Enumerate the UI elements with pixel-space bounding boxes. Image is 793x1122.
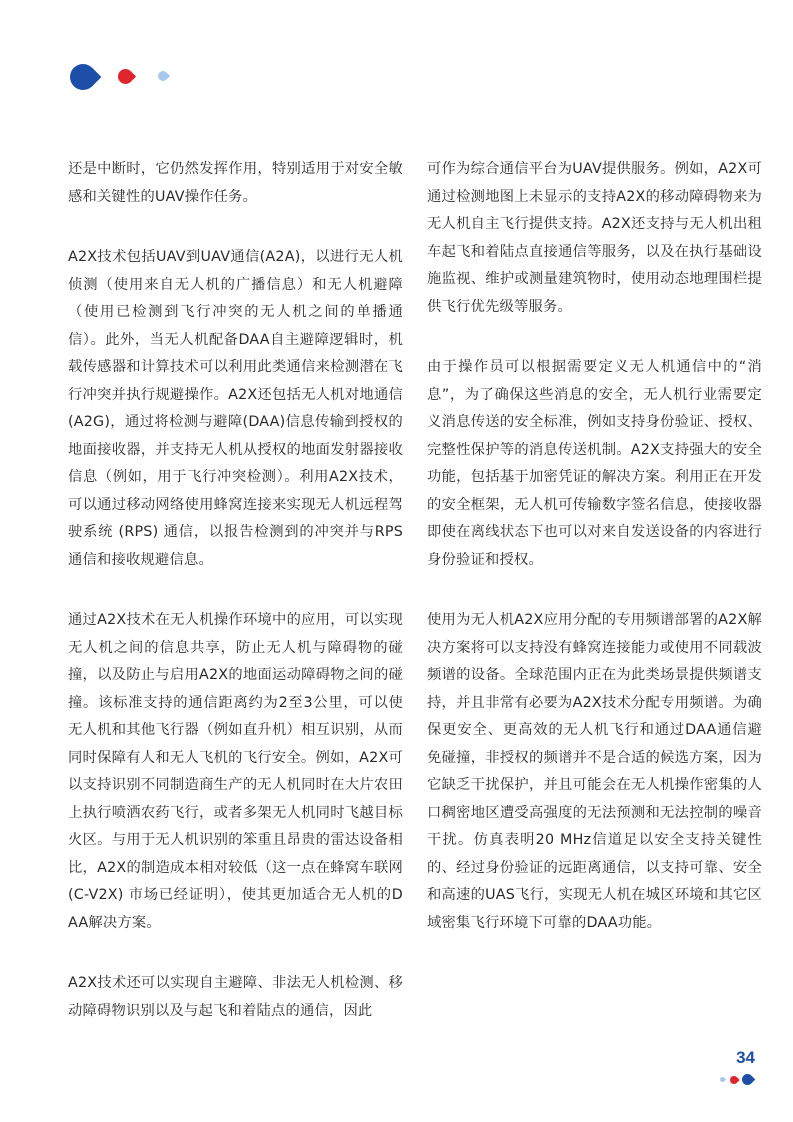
small-light-blue-drop-icon bbox=[719, 1076, 726, 1083]
paragraph: 通过A2X技术在无人机操作环境中的应用，可以实现无人机之间的信息共享，防止无人机与障碍物的碰撞，以及防止与启用A2X的地面运动障碍物之间的碰撞。该标准支持的通信距离约为2至3公里，可以使无人机和其他飞行器（例如直升机）相互识别，从而同时保障有人和无人飞机的飞行安全。例如，A2X可以支持识别不同制造商生产的无人机同时在大片农田上执行喷洒农药飞行，或者多架无人机同时飞越目标火区。与用于无人机识别的笨重且昂贵的雷达设备相比，A2X的制造成本相对较低（这一点在蜂窝车联网 (C-V2X) 市场已经证明），使其更加适合无人机的DAA解决方案。 bbox=[68, 612, 403, 931]
left-column bbox=[68, 156, 403, 1058]
paragraph: A2X技术包括UAV到UAV通信(A2A)，以进行无人机侦测（使用来自无人机的广播信息）和无人机避障（使用已检测到飞行冲突的无人机之间的单播通信）。此外，当无人机配备DAA自主避障逻辑时，机载传感器和计算技术可以利用此类通信来检测潜在飞行冲突并执行规避操作。A2X还包括无人机对地通信 (A2G)，通过将检测与避障(DAA)信息传输到授权的地面接收器，并支持无人机从授权的地面发射器接收信息（例如，用于飞行冲突检测）。利用A2X技术，可以通过移动网络使用蜂窝连接来实现无人机远程驾驶系统 (RPS) 通信，以报告检测到的冲突并与RPS通信和接收规避信息。 bbox=[68, 249, 403, 568]
footer-decoration bbox=[718, 1074, 758, 1086]
small-red-drop-icon bbox=[728, 1074, 739, 1085]
red-drop-icon bbox=[115, 66, 136, 87]
header-decoration bbox=[68, 62, 188, 92]
large-blue-drop-icon bbox=[65, 59, 102, 96]
paragraph: 还是中断时，它仍然发挥作用，特别适用于对安全敏感和关键性的UAV操作任务。 bbox=[68, 161, 403, 205]
right-column bbox=[427, 156, 762, 970]
paragraph: 使用为无人机A2X应用分配的专用频谱部署的A2X解决方案将可以支持没有蜂窝连接能力或使用不同载波频谱的设备。全球范围内正在为此类场景提供频谱支持，并且非常有必要为A2X技术分配专用频谱。为确保更安全、更高效的无人机飞行和通过DAA通信避免碰撞，非授权的频谱并不是合适的候选方案，因为它缺乏干扰保护，并且可能会在无人机操作密集的人口稠密地区遭受高强度的无法预测和无法控制的噪音干扰。仿真表明20 MHz信道足以安全支持关键性的、经过身份验证的远距离通信，以支持可靠、安全和高速的UAS飞行，实现无人机在城区环境和其它区域密集飞行环境下可靠的DAA功能。 bbox=[427, 612, 762, 931]
light-blue-drop-icon bbox=[156, 69, 170, 83]
paragraph: 由于操作员可以根据需要定义无人机通信中的“消息”，为了确保这些消息的安全，无人机行业需要定义消息传送的安全标准，例如支持身份验证、授权、完整性保护等的消息传送机制。A2X支持强大的安全功能，包括基于加密凭证的解决方案。利用正在开发的安全框架，无人机可传输数字签名信息，使接收器即使在离线状态下也可以对来自发送设备的内容进行身份验证和授权。 bbox=[427, 359, 762, 568]
paragraph: A2X技术还可以实现自主避障、非法无人机检测、移动障碍物识别以及与起飞和着陆点的通信，因此 bbox=[68, 975, 403, 1019]
small-blue-drop-icon bbox=[740, 1072, 756, 1088]
page-number: 34 bbox=[736, 1048, 755, 1067]
paragraph: 可作为综合通信平台为UAV提供服务。例如，A2X可通过检测地图上未显示的支持A2X的移动障碍物来为无人机自主飞行提供支持。A2X还支持与无人机出租车起飞和着陆点直接通信等服务，以及在执行基础设施监视、维护或测量建筑物时，使用动态地理围栏提供飞行优先级等服务。 bbox=[427, 161, 762, 315]
